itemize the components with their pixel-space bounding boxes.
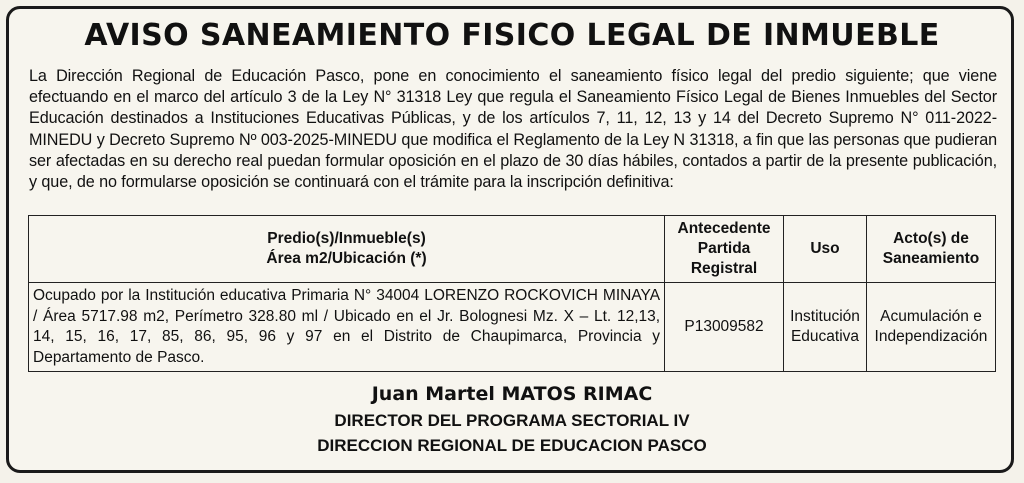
cell-predio: Ocupado por la Institución educativa Primaria N° 34004 LORENZO ROCKOVICH MINAYA / Área 5717.98 m2, Perímetro 328.80 ml / Ubicado en el Jr. Bolognesi Mz. X – Lt. 12,13, 14, 15, 16, 17, 85, 86, 95, 96 y 97 en el Distrito de Chaupimarca, Provincia y Departamento de Pasco. <box>29 283 665 372</box>
header-predio <box>29 216 665 283</box>
cell-acto-line1: Acumulación e <box>880 307 982 325</box>
signatory-position: DIRECTOR DEL PROGRAMA SECTORIAL IV <box>334 411 690 430</box>
cell-uso <box>784 283 867 372</box>
signatory-office: DIRECCION REGIONAL DE EDUCACION PASCO <box>317 436 707 455</box>
signatory-name: Juan Martel MATOS RIMAC <box>371 383 653 405</box>
cell-acto-line2: Independización <box>874 328 988 345</box>
table-header-row <box>29 216 996 283</box>
property-table <box>28 215 996 372</box>
header-acto-line1: Acto(s) de <box>893 230 969 247</box>
cell-uso-line2: Educativa <box>790 328 860 345</box>
header-antecedente-line2: Partida <box>697 240 751 257</box>
notice-intro: La Dirección Regional de Educación Pasco, pone en conocimiento el saneamiento físico legal del predio siguiente; que viene efectuando en el marco del artículo 3 de la Ley N° 31318 Ley que regula el Saneamiento Físico Legal de Bienes Inmuebles del Sector Educación destinados a Instituciones Educativas Públicas, y de los artículos 7, 11, 12, 13 y 14 del Decreto Supremo N° 011-2022-MINEDU y Decreto Supremo Nº 003-2025-MINEDU que modifica el Reglamento de la Ley N 31318, a fin que las personas que pudieran ser afectadas en su derecho real puedan formular oposición en el plazo de 30 días hábiles, contados a partir de la presente publicación, y que, de no formularse oposición se continuará con el trámite para la inscripción definitiva: <box>29 67 997 192</box>
header-antecedente-line3: Registral <box>690 260 758 277</box>
header-acto-line2: Saneamiento <box>882 250 980 267</box>
notice-title: AVISO SANEAMIENTO FISICO LEGAL DE INMUEBLE <box>84 18 940 53</box>
header-predio-line1: Predio(s)/Inmueble(s) <box>267 230 426 247</box>
header-acto <box>866 216 995 283</box>
header-uso: Uso <box>784 216 867 283</box>
header-predio-line2: Área m2/Ubicación (*) <box>266 250 427 267</box>
cell-partida: P13009582 <box>665 283 784 372</box>
header-antecedente <box>665 216 784 283</box>
cell-acto <box>866 283 995 372</box>
cell-uso-line1: Institución <box>790 307 860 325</box>
header-antecedente-line1: Antecedente <box>677 220 771 237</box>
table-row <box>29 283 996 372</box>
